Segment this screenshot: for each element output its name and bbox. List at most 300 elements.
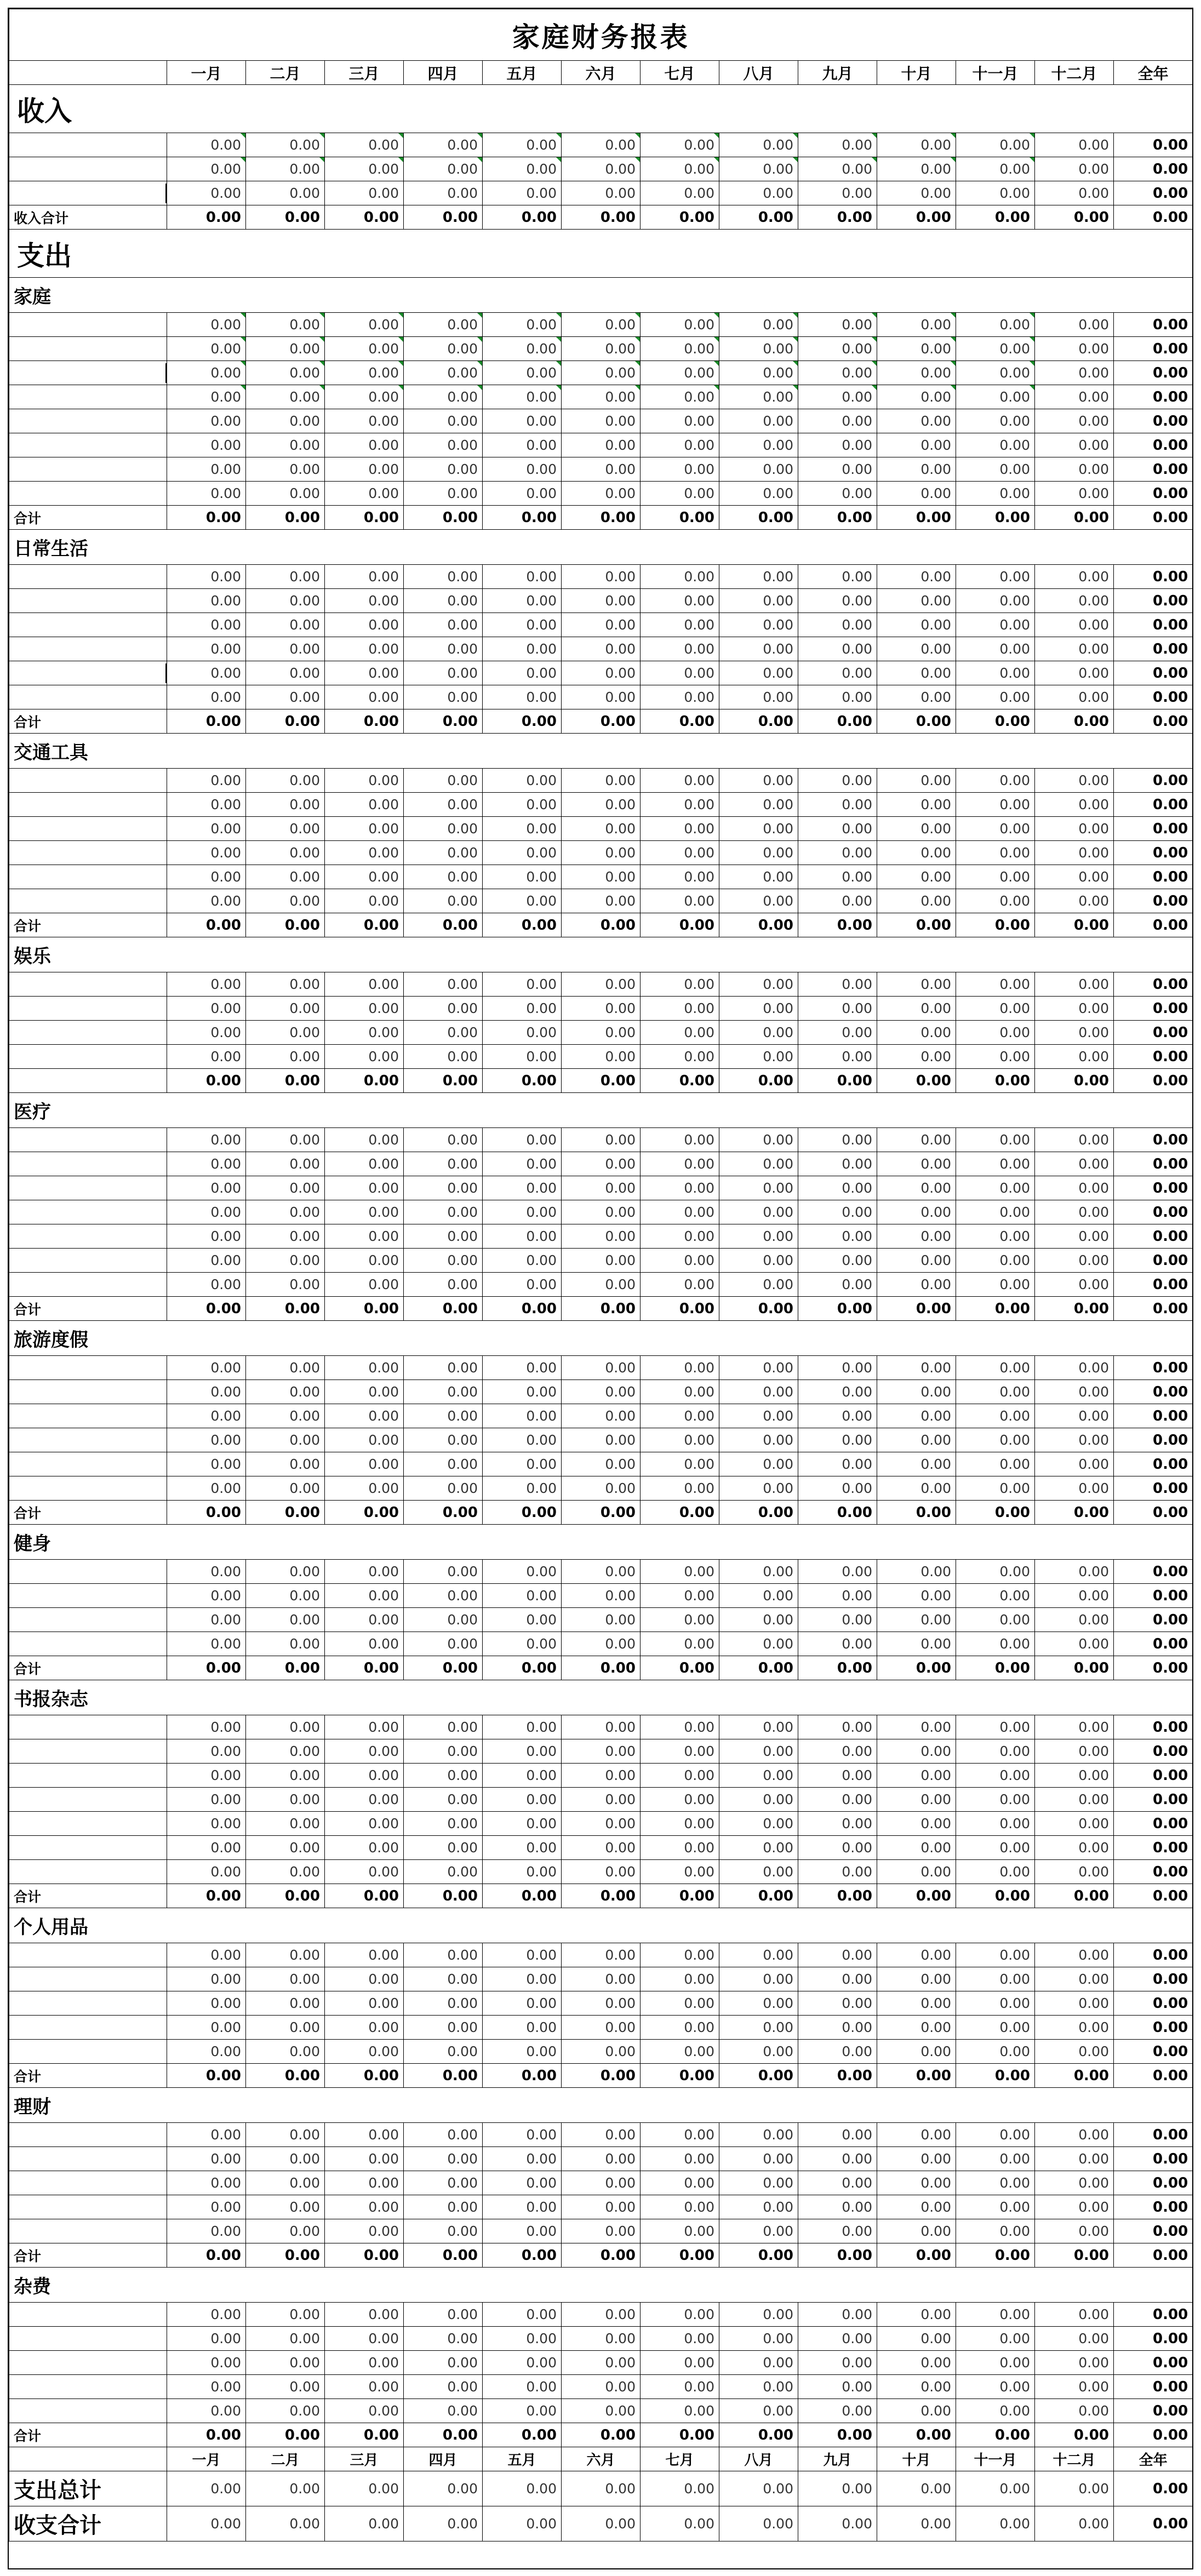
month-value-cell[interactable] [483,1356,562,1380]
month-value-cell[interactable] [798,433,877,457]
month-value-cell[interactable] [246,482,325,506]
month-value-cell[interactable] [325,685,404,709]
month-value-cell[interactable] [167,1176,246,1200]
month-value-cell[interactable] [719,997,798,1021]
month-value-cell[interactable] [246,1176,325,1200]
month-value-cell[interactable] [956,2016,1035,2040]
month-value-cell[interactable] [246,1021,325,1045]
month-value-cell[interactable] [404,2171,483,2195]
month-value-cell[interactable] [404,1249,483,1273]
item-name-cell[interactable] [9,157,167,181]
month-value-cell[interactable] [404,2195,483,2219]
month-value-cell[interactable] [167,1632,246,1656]
month-value-cell[interactable] [562,817,640,841]
month-value-cell[interactable] [640,1404,719,1428]
month-value-cell[interactable] [798,1608,877,1632]
month-value-cell[interactable] [1035,2219,1114,2243]
month-value-cell[interactable] [404,1452,483,1476]
month-value-cell[interactable] [562,972,640,997]
month-value-cell[interactable] [1035,2123,1114,2147]
month-value-cell[interactable] [483,1152,562,1176]
month-value-cell[interactable] [404,1560,483,1584]
month-value-cell[interactable] [877,889,956,913]
month-value-cell[interactable] [404,1739,483,1764]
month-value-cell[interactable] [719,1836,798,1860]
month-value-cell[interactable] [719,1045,798,1069]
month-value-cell[interactable] [246,1860,325,1884]
month-value-cell[interactable] [956,1273,1035,1297]
month-value-cell[interactable] [877,1632,956,1656]
item-name-cell[interactable] [9,181,167,205]
month-value-cell[interactable] [167,865,246,889]
month-value-cell[interactable] [640,1476,719,1501]
month-value-cell[interactable] [325,1836,404,1860]
month-value-cell[interactable] [325,457,404,482]
item-name-cell[interactable] [9,997,167,1021]
month-value-cell[interactable] [404,661,483,685]
month-value-cell[interactable] [562,2195,640,2219]
month-value-cell[interactable] [877,2195,956,2219]
month-value-cell[interactable] [167,157,246,181]
month-value-cell[interactable] [246,1476,325,1501]
month-value-cell[interactable] [483,2123,562,2147]
month-value-cell[interactable] [956,361,1035,385]
month-value-cell[interactable] [956,1764,1035,1788]
month-value-cell[interactable] [1035,133,1114,157]
month-value-cell[interactable] [877,613,956,637]
month-value-cell[interactable] [640,2351,719,2375]
month-value-cell[interactable] [956,889,1035,913]
item-name-cell[interactable] [9,2195,167,2219]
item-name-cell[interactable] [9,1452,167,1476]
month-value-cell[interactable] [404,2123,483,2147]
month-value-cell[interactable] [167,1584,246,1608]
month-value-cell[interactable] [483,409,562,433]
month-value-cell[interactable] [877,1715,956,1739]
month-value-cell[interactable] [562,1788,640,1812]
month-value-cell[interactable] [956,565,1035,589]
month-value-cell[interactable] [483,1764,562,1788]
month-value-cell[interactable] [640,1991,719,2016]
month-value-cell[interactable] [798,361,877,385]
month-value-cell[interactable] [798,2399,877,2423]
month-value-cell[interactable] [483,1632,562,1656]
month-value-cell[interactable] [798,457,877,482]
month-value-cell[interactable] [167,2195,246,2219]
month-value-cell[interactable] [167,997,246,1021]
month-value-cell[interactable] [798,817,877,841]
month-value-cell[interactable] [640,565,719,589]
month-value-cell[interactable] [1035,1224,1114,1249]
month-value-cell[interactable] [719,1560,798,1584]
month-value-cell[interactable] [325,2016,404,2040]
month-value-cell[interactable] [1035,1021,1114,1045]
month-value-cell[interactable] [719,1404,798,1428]
month-value-cell[interactable] [562,1404,640,1428]
month-value-cell[interactable] [956,1812,1035,1836]
month-value-cell[interactable] [404,841,483,865]
month-value-cell[interactable] [483,2303,562,2327]
month-value-cell[interactable] [877,997,956,1021]
month-value-cell[interactable] [1035,2327,1114,2351]
month-value-cell[interactable] [325,157,404,181]
month-value-cell[interactable] [798,2016,877,2040]
month-value-cell[interactable] [167,1967,246,1991]
month-value-cell[interactable] [562,1152,640,1176]
month-value-cell[interactable] [640,889,719,913]
month-value-cell[interactable] [246,457,325,482]
month-value-cell[interactable] [167,1991,246,2016]
month-value-cell[interactable] [404,2303,483,2327]
month-value-cell[interactable] [167,2040,246,2064]
month-value-cell[interactable] [325,1764,404,1788]
month-value-cell[interactable] [483,841,562,865]
month-value-cell[interactable] [956,409,1035,433]
month-value-cell[interactable] [483,793,562,817]
month-value-cell[interactable] [167,133,246,157]
month-value-cell[interactable] [246,817,325,841]
month-value-cell[interactable] [719,2171,798,2195]
month-value-cell[interactable] [167,589,246,613]
month-value-cell[interactable] [798,1788,877,1812]
month-value-cell[interactable] [483,482,562,506]
month-value-cell[interactable] [404,685,483,709]
month-value-cell[interactable] [325,2040,404,2064]
month-value-cell[interactable] [404,181,483,205]
month-value-cell[interactable] [562,2375,640,2399]
month-value-cell[interactable] [956,1224,1035,1249]
month-value-cell[interactable] [404,1991,483,2016]
month-value-cell[interactable] [325,433,404,457]
item-name-cell[interactable] [9,1608,167,1632]
item-name-cell[interactable] [9,1021,167,1045]
month-value-cell[interactable] [1035,1991,1114,2016]
month-value-cell[interactable] [877,2123,956,2147]
month-value-cell[interactable] [167,2219,246,2243]
month-value-cell[interactable] [325,409,404,433]
month-value-cell[interactable] [246,385,325,409]
month-value-cell[interactable] [483,2147,562,2171]
month-value-cell[interactable] [246,1943,325,1967]
month-value-cell[interactable] [640,1200,719,1224]
month-value-cell[interactable] [325,385,404,409]
item-name-cell[interactable] [9,2327,167,2351]
month-value-cell[interactable] [167,337,246,361]
month-value-cell[interactable] [246,1128,325,1152]
item-name-cell[interactable] [9,1967,167,1991]
item-name-cell[interactable] [9,457,167,482]
month-value-cell[interactable] [167,313,246,337]
month-value-cell[interactable] [640,769,719,793]
month-value-cell[interactable] [483,817,562,841]
month-value-cell[interactable] [246,2040,325,2064]
month-value-cell[interactable] [483,1380,562,1404]
month-value-cell[interactable] [562,2219,640,2243]
month-value-cell[interactable] [167,2171,246,2195]
month-value-cell[interactable] [956,2040,1035,2064]
month-value-cell[interactable] [719,1452,798,1476]
item-name-cell[interactable] [9,2040,167,2064]
month-value-cell[interactable] [562,385,640,409]
month-value-cell[interactable] [877,409,956,433]
item-name-cell[interactable] [9,972,167,997]
month-value-cell[interactable] [483,1176,562,1200]
month-value-cell[interactable] [404,385,483,409]
month-value-cell[interactable] [719,793,798,817]
month-value-cell[interactable] [404,889,483,913]
month-value-cell[interactable] [325,2171,404,2195]
month-value-cell[interactable] [404,997,483,1021]
month-value-cell[interactable] [483,1991,562,2016]
month-value-cell[interactable] [325,1380,404,1404]
month-value-cell[interactable] [956,1836,1035,1860]
month-value-cell[interactable] [640,1380,719,1404]
month-value-cell[interactable] [798,133,877,157]
month-value-cell[interactable] [956,482,1035,506]
month-value-cell[interactable] [325,1249,404,1273]
month-value-cell[interactable] [483,1021,562,1045]
month-value-cell[interactable] [325,2375,404,2399]
month-value-cell[interactable] [246,1273,325,1297]
month-value-cell[interactable] [483,2016,562,2040]
month-value-cell[interactable] [167,1608,246,1632]
item-name-cell[interactable] [9,1764,167,1788]
month-value-cell[interactable] [1035,457,1114,482]
month-value-cell[interactable] [562,841,640,865]
month-value-cell[interactable] [1035,889,1114,913]
month-value-cell[interactable] [562,2171,640,2195]
month-value-cell[interactable] [562,1967,640,1991]
month-value-cell[interactable] [640,2375,719,2399]
month-value-cell[interactable] [798,613,877,637]
month-value-cell[interactable] [246,2147,325,2171]
item-name-cell[interactable] [9,613,167,637]
item-name-cell[interactable] [9,1715,167,1739]
month-value-cell[interactable] [1035,1176,1114,1200]
month-value-cell[interactable] [640,482,719,506]
month-value-cell[interactable] [877,2040,956,2064]
month-value-cell[interactable] [877,133,956,157]
month-value-cell[interactable] [719,1967,798,1991]
item-name-cell[interactable] [9,817,167,841]
month-value-cell[interactable] [719,1476,798,1501]
month-value-cell[interactable] [167,1249,246,1273]
month-value-cell[interactable] [404,2219,483,2243]
month-value-cell[interactable] [640,337,719,361]
item-name-cell[interactable] [9,589,167,613]
month-value-cell[interactable] [1035,1249,1114,1273]
month-value-cell[interactable] [562,1273,640,1297]
item-name-cell[interactable] [9,433,167,457]
item-name-cell[interactable] [9,482,167,506]
item-name-cell[interactable] [9,1560,167,1584]
month-value-cell[interactable] [325,1967,404,1991]
month-value-cell[interactable] [167,2351,246,2375]
month-value-cell[interactable] [719,2195,798,2219]
month-value-cell[interactable] [956,2399,1035,2423]
month-value-cell[interactable] [719,1249,798,1273]
item-name-cell[interactable] [9,1428,167,1452]
month-value-cell[interactable] [1035,1404,1114,1428]
month-value-cell[interactable] [1035,181,1114,205]
month-value-cell[interactable] [562,2123,640,2147]
month-value-cell[interactable] [404,457,483,482]
month-value-cell[interactable] [246,1380,325,1404]
month-value-cell[interactable] [483,157,562,181]
month-value-cell[interactable] [1035,1152,1114,1176]
month-value-cell[interactable] [167,661,246,685]
month-value-cell[interactable] [1035,2147,1114,2171]
month-value-cell[interactable] [167,361,246,385]
month-value-cell[interactable] [719,1632,798,1656]
month-value-cell[interactable] [404,1584,483,1608]
month-value-cell[interactable] [325,1428,404,1452]
month-value-cell[interactable] [798,1991,877,2016]
month-value-cell[interactable] [877,1452,956,1476]
month-value-cell[interactable] [719,2351,798,2375]
month-value-cell[interactable] [562,157,640,181]
month-value-cell[interactable] [640,1967,719,1991]
month-value-cell[interactable] [562,565,640,589]
month-value-cell[interactable] [483,313,562,337]
month-value-cell[interactable] [325,613,404,637]
month-value-cell[interactable] [798,1273,877,1297]
month-value-cell[interactable] [719,1715,798,1739]
month-value-cell[interactable] [1035,769,1114,793]
month-value-cell[interactable] [798,1715,877,1739]
month-value-cell[interactable] [798,1404,877,1428]
month-value-cell[interactable] [719,1812,798,1836]
month-value-cell[interactable] [877,2375,956,2399]
month-value-cell[interactable] [325,769,404,793]
month-value-cell[interactable] [562,433,640,457]
month-value-cell[interactable] [483,1812,562,1836]
month-value-cell[interactable] [719,2123,798,2147]
month-value-cell[interactable] [798,841,877,865]
month-value-cell[interactable] [640,2327,719,2351]
item-name-cell[interactable] [9,2303,167,2327]
item-name-cell[interactable] [9,793,167,817]
month-value-cell[interactable] [404,337,483,361]
month-value-cell[interactable] [483,2195,562,2219]
month-value-cell[interactable] [877,2147,956,2171]
month-value-cell[interactable] [562,1176,640,1200]
month-value-cell[interactable] [404,637,483,661]
month-value-cell[interactable] [798,661,877,685]
month-value-cell[interactable] [640,1428,719,1452]
month-value-cell[interactable] [798,181,877,205]
month-value-cell[interactable] [562,1452,640,1476]
month-value-cell[interactable] [877,589,956,613]
item-name-cell[interactable] [9,685,167,709]
month-value-cell[interactable] [956,685,1035,709]
month-value-cell[interactable] [483,2171,562,2195]
month-value-cell[interactable] [956,337,1035,361]
month-value-cell[interactable] [640,181,719,205]
month-value-cell[interactable] [404,482,483,506]
month-value-cell[interactable] [562,1249,640,1273]
item-name-cell[interactable] [9,337,167,361]
month-value-cell[interactable] [877,1224,956,1249]
month-value-cell[interactable] [562,613,640,637]
month-value-cell[interactable] [167,1428,246,1452]
item-name-cell[interactable] [9,1152,167,1176]
month-value-cell[interactable] [877,1200,956,1224]
month-value-cell[interactable] [325,997,404,1021]
month-value-cell[interactable] [1035,1428,1114,1452]
month-value-cell[interactable] [640,793,719,817]
month-value-cell[interactable] [167,1404,246,1428]
month-value-cell[interactable] [640,1715,719,1739]
month-value-cell[interactable] [798,589,877,613]
month-value-cell[interactable] [640,637,719,661]
month-value-cell[interactable] [325,313,404,337]
month-value-cell[interactable] [877,769,956,793]
month-value-cell[interactable] [877,661,956,685]
month-value-cell[interactable] [956,1476,1035,1501]
month-value-cell[interactable] [562,457,640,482]
month-value-cell[interactable] [1035,2040,1114,2064]
month-value-cell[interactable] [877,361,956,385]
month-value-cell[interactable] [483,457,562,482]
month-value-cell[interactable] [1035,1380,1114,1404]
item-name-cell[interactable] [9,865,167,889]
item-name-cell[interactable] [9,565,167,589]
month-value-cell[interactable] [562,1476,640,1501]
month-value-cell[interactable] [640,589,719,613]
month-value-cell[interactable] [325,1152,404,1176]
month-value-cell[interactable] [167,769,246,793]
month-value-cell[interactable] [246,793,325,817]
month-value-cell[interactable] [246,1224,325,1249]
month-value-cell[interactable] [640,1128,719,1152]
month-value-cell[interactable] [404,817,483,841]
month-value-cell[interactable] [719,1200,798,1224]
month-value-cell[interactable] [404,2016,483,2040]
month-value-cell[interactable] [956,865,1035,889]
month-value-cell[interactable] [562,2327,640,2351]
month-value-cell[interactable] [483,972,562,997]
month-value-cell[interactable] [956,793,1035,817]
month-value-cell[interactable] [877,385,956,409]
month-value-cell[interactable] [404,2327,483,2351]
month-value-cell[interactable] [562,997,640,1021]
month-value-cell[interactable] [325,1560,404,1584]
month-value-cell[interactable] [404,769,483,793]
month-value-cell[interactable] [877,1764,956,1788]
month-value-cell[interactable] [640,1249,719,1273]
month-value-cell[interactable] [167,1476,246,1501]
month-value-cell[interactable] [719,2399,798,2423]
month-value-cell[interactable] [483,1249,562,1273]
item-name-cell[interactable] [9,841,167,865]
month-value-cell[interactable] [877,685,956,709]
month-value-cell[interactable] [956,972,1035,997]
month-value-cell[interactable] [167,1224,246,1249]
item-name-cell[interactable] [9,1836,167,1860]
month-value-cell[interactable] [246,637,325,661]
month-value-cell[interactable] [956,1249,1035,1273]
month-value-cell[interactable] [798,1380,877,1404]
month-value-cell[interactable] [325,1224,404,1249]
item-name-cell[interactable] [9,2375,167,2399]
month-value-cell[interactable] [483,1739,562,1764]
month-value-cell[interactable] [404,1200,483,1224]
month-value-cell[interactable] [798,1836,877,1860]
month-value-cell[interactable] [562,1608,640,1632]
month-value-cell[interactable] [1035,661,1114,685]
month-value-cell[interactable] [798,157,877,181]
